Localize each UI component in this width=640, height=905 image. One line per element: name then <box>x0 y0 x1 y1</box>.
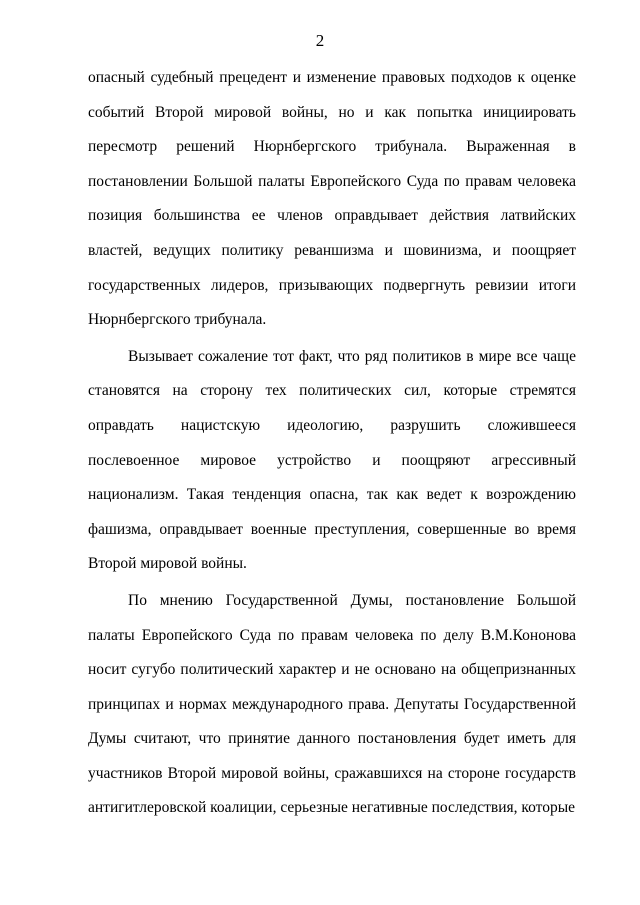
page-number: 2 <box>315 31 325 50</box>
paragraph-continuation: опасный судебный прецедент и изменение правовых подходов к оценке событий Второй мировой войны, но и как попытка инициировать пересмотр решений Нюрнбергского трибунала. Выраженная в постановлении Большой палаты Европейского Суда по правам человека позиция большинства ее членов оправдывает действия латвийских властей, ведущих политику реваншизма и шовинизма, и поощряет государственных лидеров, призывающих подвергнуть ревизии итоги Нюрнбергского трибунала. <box>88 69 576 329</box>
paragraph-regret: Вызывает сожаление тот факт, что ряд политиков в мире все чаще становятся на сторону тех политических сил, которые стремятся оправдать нацистскую идеологию, разрушить сложившееся послевоенное мировое устройство и поощряют агрессивный национализм. Такая тенденция опасна, так как ведет к возрождению фашизма, оправдывает военные преступления, совершенные во время Второй мировой войны. <box>88 347 576 573</box>
paragraph-duma-opinion: По мнению Государственной Думы, постановление Большой палаты Европейского Суда по правам человека по делу В.М.Кононова носит сугубо политический характер и не основано на общепризнанных принципах и нормах международного права. Депутаты Государственной Думы считают, что принятие данного постановления будет иметь для участников Второй мировой войны, сражавшихся на стороне государств антигитлеровской коалиции, серьезные негативные последствия, которые <box>88 591 576 817</box>
document-body <box>88 61 576 826</box>
